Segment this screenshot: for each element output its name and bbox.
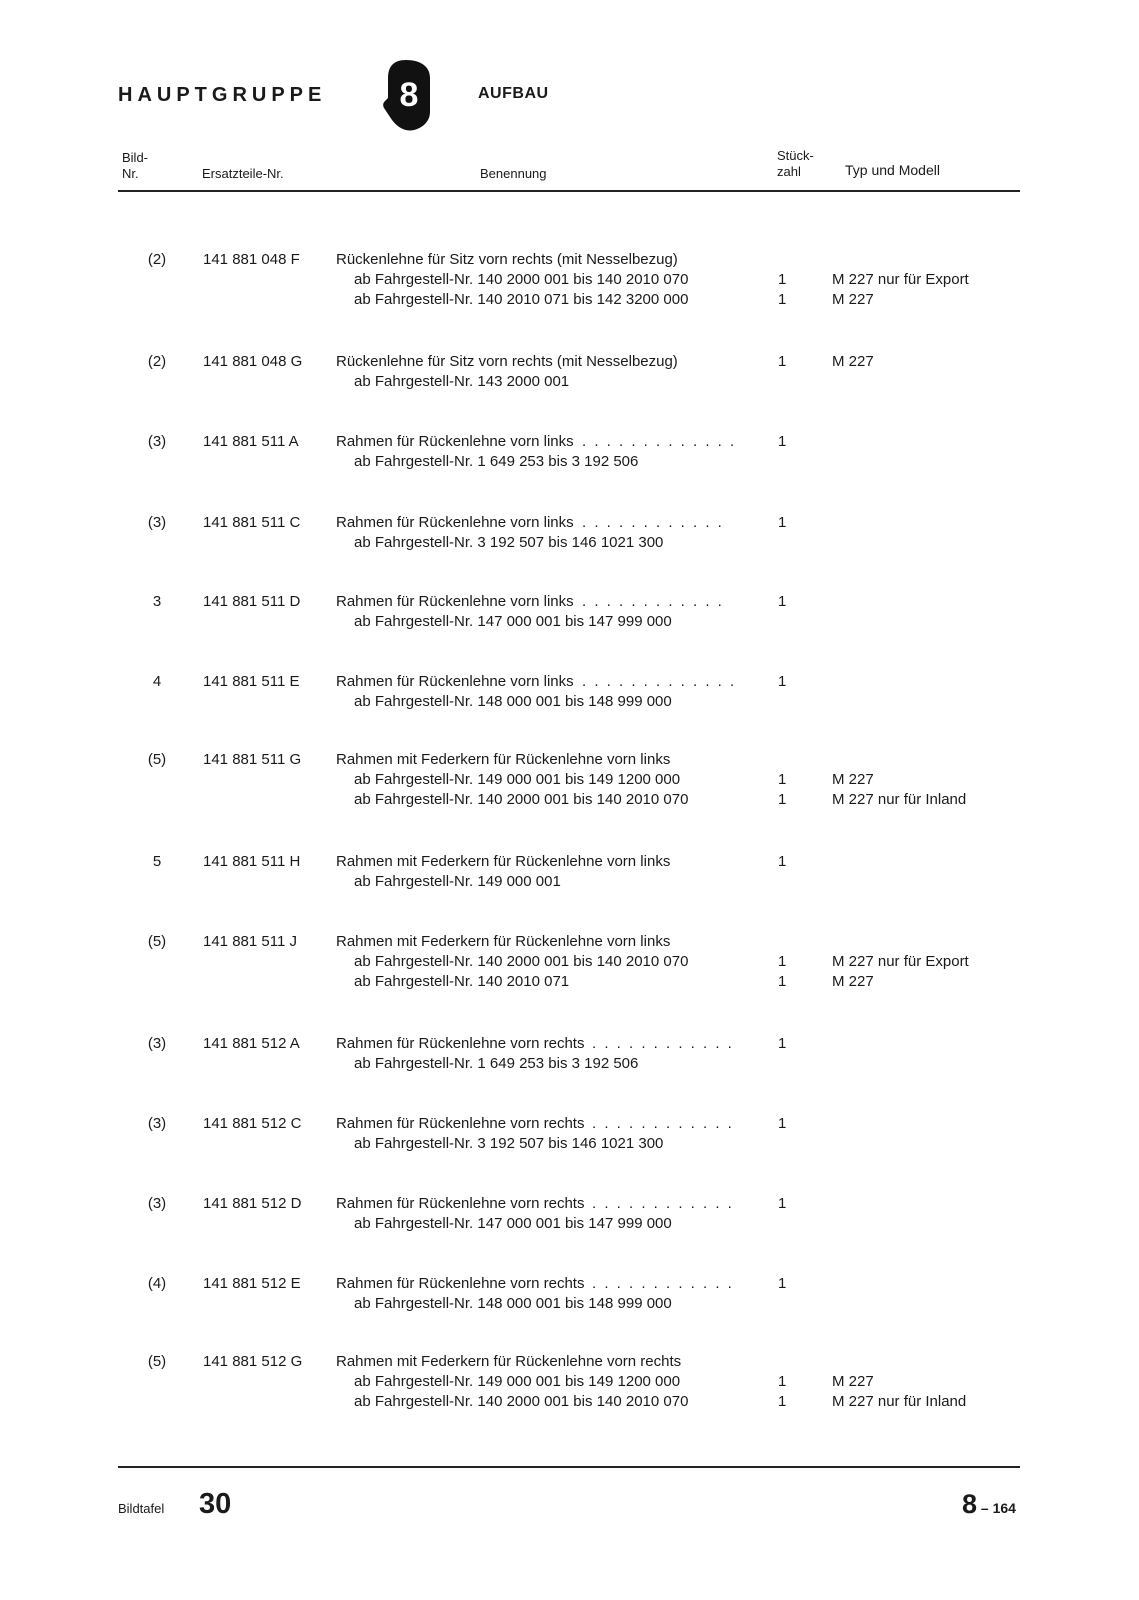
quantity: 1 — [778, 353, 787, 370]
column-header-stueckzahl: Stück- zahl — [777, 148, 814, 179]
part-number: 141 881 511 G — [203, 751, 302, 768]
part-number: 141 881 511 E — [203, 673, 300, 690]
quantity: 1 — [778, 271, 787, 288]
quantity: 1 — [778, 291, 787, 308]
entry-sub-line — [0, 1054, 1139, 1074]
dot-leader: . . . . . . . . . . . . — [592, 1275, 734, 1292]
group-number: 8 — [399, 76, 419, 114]
quantity: 1 — [778, 514, 787, 531]
parts-entry — [0, 932, 1139, 992]
entry-sub-line — [0, 1294, 1139, 1314]
part-name: Rahmen für Rückenlehne vorn rechts — [336, 1275, 585, 1292]
parts-entry — [0, 513, 1139, 553]
chassis-range: ab Fahrgestell-Nr. 140 2000 001 bis 140 2010 070 — [354, 1393, 689, 1410]
bild-number: 4 — [152, 673, 162, 690]
part-name: Rahmen mit Federkern für Rückenlehne vorn rechts — [336, 1353, 682, 1370]
quantity: 1 — [778, 953, 787, 970]
entry-main-line — [0, 432, 1139, 452]
parts-entry — [0, 352, 1139, 392]
chassis-range: ab Fahrgestell-Nr. 148 000 001 bis 148 999 000 — [354, 693, 672, 710]
dot-leader: . . . . . . . . . . . . . — [582, 433, 737, 450]
chassis-range: ab Fahrgestell-Nr. 140 2000 001 bis 140 2010 070 — [354, 953, 689, 970]
page-number — [962, 1489, 1016, 1520]
page-number-sub: – 164 — [977, 1500, 1016, 1516]
page-number-main: 8 — [962, 1489, 978, 1519]
bild-number: (2) — [147, 251, 167, 268]
entry-sub-line — [0, 1372, 1139, 1392]
parts-entry — [0, 1352, 1139, 1412]
parts-entry — [0, 1114, 1139, 1154]
type-model: M 227 — [832, 291, 874, 308]
entry-main-line — [0, 592, 1139, 612]
part-name: Rahmen für Rückenlehne vorn rechts — [336, 1195, 585, 1212]
entry-sub-line — [0, 972, 1139, 992]
part-number: 141 881 512 D — [203, 1195, 302, 1212]
part-name: Rückenlehne für Sitz vorn rechts (mit Nesselbezug) — [336, 251, 678, 268]
parts-entry — [0, 432, 1139, 472]
type-model: M 227 nur für Inland — [832, 1393, 967, 1410]
parts-entry — [0, 672, 1139, 712]
entry-main-line — [0, 513, 1139, 533]
part-number: 141 881 511 J — [203, 933, 297, 950]
entry-main-line — [0, 672, 1139, 692]
chassis-range: ab Fahrgestell-Nr. 147 000 001 bis 147 999 000 — [354, 1215, 672, 1232]
chassis-range: ab Fahrgestell-Nr. 140 2010 071 bis 142 3200 000 — [354, 291, 689, 308]
group-name: AUFBAU — [478, 85, 549, 102]
footer-label: Bildtafel — [118, 1501, 165, 1516]
dot-leader: . . . . . . . . . . . . . — [582, 673, 737, 690]
parts-entry — [0, 592, 1139, 632]
entry-sub-line — [0, 612, 1139, 632]
column-header-benennung: Benennung — [480, 166, 547, 181]
parts-entry — [0, 1034, 1139, 1074]
type-model: M 227 — [832, 1373, 874, 1390]
quantity: 1 — [778, 791, 787, 808]
type-model: M 227 nur für Export — [832, 953, 969, 970]
page-title: HAUPTGRUPPE — [118, 84, 327, 106]
part-name: Rahmen mit Federkern für Rückenlehne vorn links — [336, 751, 671, 768]
quantity: 1 — [778, 1035, 787, 1052]
entry-main-line — [0, 250, 1139, 270]
quantity: 1 — [778, 1393, 787, 1410]
entry-sub-line — [0, 1214, 1139, 1234]
part-name: Rahmen für Rückenlehne vorn rechts — [336, 1035, 585, 1052]
parts-entry — [0, 1274, 1139, 1314]
bild-number: (2) — [147, 353, 167, 370]
entry-main-line — [0, 1352, 1139, 1372]
dot-leader: . . . . . . . . . . . . — [582, 593, 724, 610]
entry-sub-line — [0, 872, 1139, 892]
part-name: Rahmen mit Federkern für Rückenlehne vorn links — [336, 933, 671, 950]
chassis-range: ab Fahrgestell-Nr. 149 000 001 bis 149 1200 000 — [354, 1373, 681, 1390]
quantity: 1 — [778, 771, 787, 788]
dot-leader: . . . . . . . . . . . . — [592, 1035, 734, 1052]
chassis-range: ab Fahrgestell-Nr. 3 192 507 bis 146 1021 300 — [354, 1135, 664, 1152]
quantity: 1 — [778, 1373, 787, 1390]
entry-sub-line — [0, 452, 1139, 472]
part-number: 141 881 048 G — [203, 353, 303, 370]
footer-divider — [118, 1466, 1020, 1468]
bild-number: (5) — [147, 751, 167, 768]
entry-sub-line — [0, 790, 1139, 810]
part-name: Rahmen mit Federkern für Rückenlehne vorn links — [336, 853, 671, 870]
chassis-range: ab Fahrgestell-Nr. 1 649 253 bis 3 192 506 — [354, 1055, 639, 1072]
part-name: Rahmen für Rückenlehne vorn links — [336, 673, 574, 690]
entry-main-line — [0, 352, 1139, 372]
entry-sub-line — [0, 270, 1139, 290]
entry-main-line — [0, 932, 1139, 952]
bild-number: (4) — [147, 1275, 167, 1292]
dot-leader: . . . . . . . . . . . . — [592, 1115, 734, 1132]
chassis-range: ab Fahrgestell-Nr. 140 2010 071 — [354, 973, 570, 990]
chassis-range: ab Fahrgestell-Nr. 1 649 253 bis 3 192 506 — [354, 453, 639, 470]
quantity: 1 — [778, 1195, 787, 1212]
bild-number: (3) — [147, 1195, 167, 1212]
dot-leader: . . . . . . . . . . . . — [592, 1195, 734, 1212]
chassis-range: ab Fahrgestell-Nr. 148 000 001 bis 148 999 000 — [354, 1295, 672, 1312]
part-number: 141 881 511 D — [203, 593, 301, 610]
part-number: 141 881 048 F — [203, 251, 300, 268]
part-number: 141 881 512 A — [203, 1035, 300, 1052]
parts-entry — [0, 1194, 1139, 1234]
type-model: M 227 nur für Inland — [832, 791, 967, 808]
part-number: 141 881 511 A — [203, 433, 299, 450]
part-number: 141 881 512 E — [203, 1275, 301, 1292]
bild-number: (3) — [147, 514, 167, 531]
entry-main-line — [0, 1114, 1139, 1134]
quantity: 1 — [778, 1115, 787, 1132]
entry-sub-line — [0, 533, 1139, 553]
entry-sub-line — [0, 1134, 1139, 1154]
entry-sub-line — [0, 952, 1139, 972]
chassis-range: ab Fahrgestell-Nr. 143 2000 001 — [354, 373, 570, 390]
column-header-typ: Typ und Modell — [845, 162, 940, 178]
quantity: 1 — [778, 433, 787, 450]
parts-entry — [0, 250, 1139, 310]
part-name: Rahmen für Rückenlehne vorn links — [336, 433, 574, 450]
bild-number: (3) — [147, 433, 167, 450]
bild-number: 3 — [152, 593, 162, 610]
entry-sub-line — [0, 1392, 1139, 1412]
quantity: 1 — [778, 973, 787, 990]
chassis-range: ab Fahrgestell-Nr. 140 2000 001 bis 140 2010 070 — [354, 791, 689, 808]
part-name: Rückenlehne für Sitz vorn rechts (mit Nesselbezug) — [336, 353, 678, 370]
dot-leader: . . . . . . . . . . . . — [582, 514, 724, 531]
chassis-range: ab Fahrgestell-Nr. 149 000 001 bis 149 1200 000 — [354, 771, 681, 788]
part-number: 141 881 511 C — [203, 514, 301, 531]
part-number: 141 881 512 C — [203, 1115, 302, 1132]
chassis-range: ab Fahrgestell-Nr. 147 000 001 bis 147 999 000 — [354, 613, 672, 630]
entry-main-line — [0, 1194, 1139, 1214]
bild-number: (3) — [147, 1035, 167, 1052]
quantity: 1 — [778, 673, 787, 690]
type-model: M 227 — [832, 973, 874, 990]
bild-number: (5) — [147, 1353, 167, 1370]
chassis-range: ab Fahrgestell-Nr. 3 192 507 bis 146 1021 300 — [354, 534, 664, 551]
entry-sub-line — [0, 692, 1139, 712]
chassis-range: ab Fahrgestell-Nr. 149 000 001 — [354, 873, 561, 890]
entry-sub-line — [0, 770, 1139, 790]
footer-plate-number: 30 — [199, 1488, 232, 1520]
quantity: 1 — [778, 593, 787, 610]
entry-main-line — [0, 852, 1139, 872]
bild-number: 5 — [152, 853, 162, 870]
part-number: 141 881 512 G — [203, 1353, 303, 1370]
part-number: 141 881 511 H — [203, 853, 301, 870]
bild-number: (3) — [147, 1115, 167, 1132]
chassis-range: ab Fahrgestell-Nr. 140 2000 001 bis 140 2010 070 — [354, 271, 689, 288]
column-header-ersatzteile: Ersatzteile-Nr. — [202, 166, 284, 181]
entry-sub-line — [0, 290, 1139, 310]
column-header-bild: Bild- Nr. — [122, 150, 149, 181]
type-model: M 227 nur für Export — [832, 271, 969, 288]
part-name: Rahmen für Rückenlehne vorn links — [336, 593, 574, 610]
bild-number: (5) — [147, 933, 167, 950]
entry-main-line — [0, 1274, 1139, 1294]
entry-sub-line — [0, 372, 1139, 392]
type-model: M 227 — [832, 353, 874, 370]
part-name: Rahmen für Rückenlehne vorn rechts — [336, 1115, 585, 1132]
quantity: 1 — [778, 853, 787, 870]
part-name: Rahmen für Rückenlehne vorn links — [336, 514, 574, 531]
parts-entry — [0, 750, 1139, 810]
entry-main-line — [0, 1034, 1139, 1054]
entry-main-line — [0, 750, 1139, 770]
quantity: 1 — [778, 1275, 787, 1292]
type-model: M 227 — [832, 771, 874, 788]
parts-entry — [0, 852, 1139, 892]
